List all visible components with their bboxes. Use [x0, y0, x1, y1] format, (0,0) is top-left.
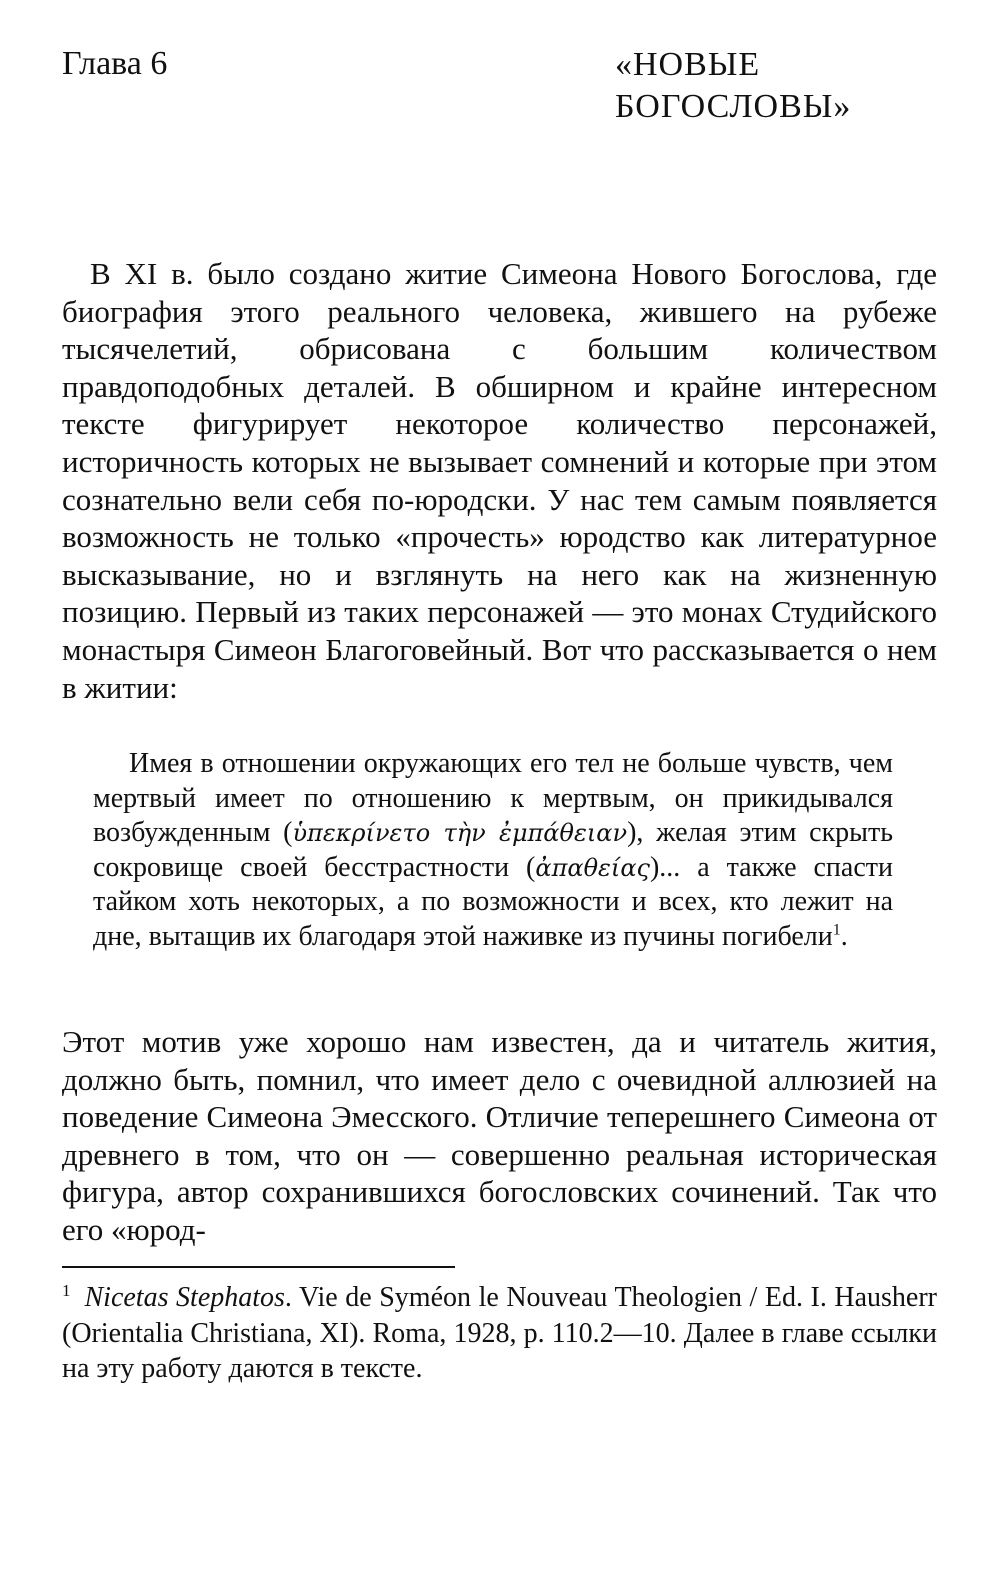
- footnote-author: Nicetas Stephatos: [84, 1282, 285, 1313]
- footnote: [62, 1280, 937, 1387]
- block-quote: [93, 747, 893, 954]
- quote-text-2: ), желая этим скрыть сокровище своей бесстрастности (: [93, 817, 893, 883]
- quote-end: .: [840, 920, 848, 952]
- footnote-divider: [62, 1266, 455, 1268]
- chapter-label: Глава 6: [62, 45, 168, 82]
- body-paragraph-2: Этот мотив уже хорошо нам известен, да и читатель жития, должно быть, помнил, что имеет дело с очевидной аллюзией на поведение Симеона Эмесского. Отличие теперешнего Симеона от древнего в том, что он — совершенно реальная историческая фигура, автор сохранившихся богословских сочинений. Так что его «юрод-: [62, 1024, 937, 1247]
- body-paragraph-1: В XI в. было создано житие Симеона Нового Богослова, где биография этого реального человека, жившего на рубеже тысячелетий, обрисована с большим количеством правдоподобных деталей. В обширном и крайне интересном тексте фигурирует некоторое количество персонажей, историчность которых не вызывает сомнений и которые при этом сознательно вели себя по-юродски. У нас тем самым появляется возможность не только «прочесть» юродство как литературное высказывание, но и взглянуть на него как на жизненную позицию. Первый из таких персонажей — это монах Студийского монастыря Симеон Благоговейный. Вот что рассказывается о нем в житии:: [62, 256, 937, 705]
- chapter-title-line2: БОГОСЛОВЫ»: [615, 88, 852, 125]
- footnote-reference[interactable]: 1: [832, 921, 841, 939]
- quote-greek-1: ὑπεκρίνετο τὴν ἐμπάθειαν: [292, 819, 628, 847]
- footnote-text: . Vie de Syméon le Nouveau Theologien / Ed. I. Hausherr (Orientalia Christiana, XI). Roma, 1928, p. 110.2—10. Далее в главе ссылки на эту работу даются в тексте.: [62, 1282, 937, 1384]
- footnote-mark: 1: [62, 1280, 71, 1300]
- chapter-title-line1: «НОВЫЕ: [615, 46, 761, 83]
- chapter-title: [615, 44, 955, 128]
- quote-greek-2: ἀπαθείας: [535, 853, 650, 882]
- quote-text-3: )... а также спасти тайком хоть некоторых, а по возможности и всех, кто лежит на дне, вытащив их благодаря этой наживке из пучины погибели: [93, 851, 893, 952]
- quote-text-1: Имея в отношении окружающих его тел не больше чувств, чем мертвый имеет по отношению к мертвым, он прикидывался возбужденным (: [93, 748, 893, 848]
